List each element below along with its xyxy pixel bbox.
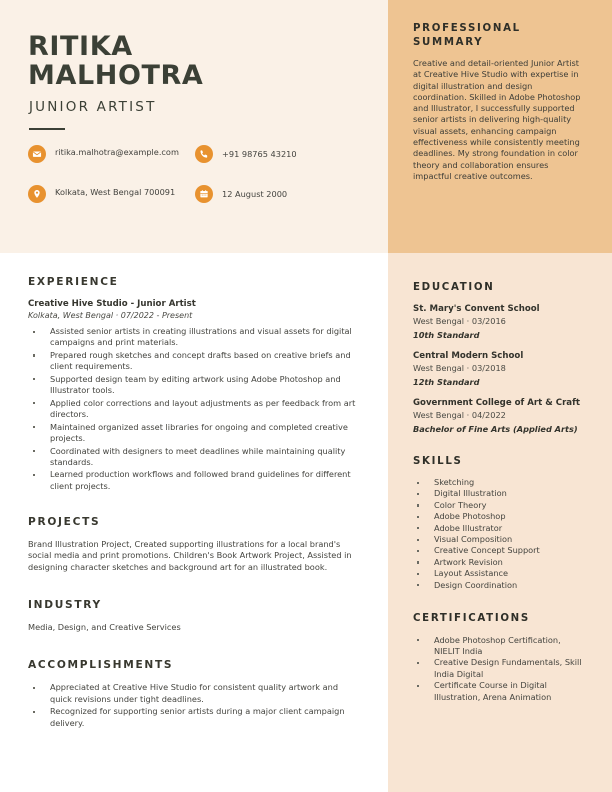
address-value: Kolkata, West Bengal 700091: [55, 187, 176, 197]
list-item: Supported design team by editing artwork using Adobe Photoshop and Illustrator tools.: [28, 374, 358, 396]
section-certifications: [413, 612, 585, 703]
industry-heading: INDUSTRY: [28, 599, 102, 612]
list-item: Certificate Course in Digital Illustration, Arena Animation: [413, 680, 585, 703]
experience-heading: EXPERIENCE: [28, 276, 119, 288]
first-name: RITIKA: [28, 31, 133, 62]
list-item: Recognized for supporting senior artists during a major client campaign delivery.: [28, 706, 358, 728]
skills-heading: SKILLS: [413, 455, 463, 467]
list-item: Appreciated at Creative Hive Studio for consistent quality artwork and quick revisions under tight deadlines.: [28, 682, 358, 704]
last-name: MALHOTRA: [28, 60, 204, 91]
section-projects: [28, 516, 358, 573]
list-item: Adobe Photoshop Certification, NIELIT India: [413, 635, 585, 658]
list-item: Maintained organized asset libraries for ongoing and completed creative projects.: [28, 422, 358, 444]
section-experience: [28, 276, 358, 492]
sidebar-lower: [413, 281, 585, 724]
sidebar-summary: [413, 22, 583, 182]
certifications-list: [413, 635, 585, 703]
list-item: Assisted senior artists in creating illustrations and visual assets for digital campaigns and print materials.: [28, 326, 358, 348]
list-item: Digital Illustration: [413, 488, 585, 499]
contact-item-address[interactable]: [28, 184, 188, 214]
contact-column-right: [195, 144, 355, 224]
education-meta: West Bengal · 03/2018: [413, 362, 506, 373]
list-item: Creative Concept Support: [413, 545, 585, 556]
education-school: Government College of Art & Craft: [413, 397, 580, 408]
accomplishments-bullet-list: [28, 682, 358, 728]
education-heading: EDUCATION: [413, 282, 495, 293]
calendar-icon: [195, 185, 213, 203]
education-school: Central Modern School: [413, 350, 524, 361]
list-item: Adobe Illustrator: [413, 523, 585, 534]
location-pin-icon: [28, 185, 46, 203]
contact-column-left: [28, 144, 188, 224]
list-item: Prepared rough sketches and concept drafts based on creative briefs and client requirements.: [28, 350, 358, 372]
projects-heading: PROJECTS: [28, 515, 101, 528]
list-item: Creative Design Fundamentals, Skill India Digital: [413, 657, 585, 680]
list-item: Color Theory: [413, 500, 585, 511]
dob-value: 12 August 2000: [222, 189, 288, 199]
envelope-icon: [28, 145, 46, 163]
phone-value: +91 98765 43210: [222, 149, 297, 159]
education-school: St. Mary's Convent School: [413, 303, 540, 314]
list-item: Coordinated with designers to meet deadlines while maintaining quality standards.: [28, 446, 358, 468]
education-item: [413, 398, 585, 434]
education-degree: 12th Standard: [413, 376, 480, 387]
contact-item-phone[interactable]: [195, 144, 355, 174]
industry-text: Media, Design, and Creative Services: [28, 622, 181, 633]
page-title: [28, 32, 358, 90]
certifications-heading: CERTIFICATIONS: [413, 613, 530, 625]
education-item: [413, 351, 585, 387]
experience-job-title: Creative Hive Studio - Junior Artist: [28, 299, 196, 309]
section-education: [413, 281, 585, 434]
phone-icon: [195, 145, 213, 163]
list-item: Visual Composition: [413, 534, 585, 545]
email-value: ritika.malhotra@example.com: [55, 147, 179, 157]
job-role-subtitle: JUNIOR ARTIST: [29, 99, 157, 115]
main-column: [28, 276, 358, 748]
contact-item-email[interactable]: [28, 144, 188, 174]
section-industry: [28, 599, 358, 633]
education-meta: West Bengal · 03/2016: [413, 315, 506, 326]
projects-text: Brand Illustration Project, Created supporting illustrations for a local brand's social media and print promotions. Children's Book Artwork Project, Assisted in designing character sketches and background art for an illustrated book.: [28, 538, 352, 572]
contact-item-dob[interactable]: [195, 184, 355, 214]
accomplishments-heading: ACCOMPLISHMENTS: [28, 659, 174, 672]
header: [0, 0, 388, 253]
list-item: Design Coordination: [413, 580, 585, 591]
list-item: Layout Assistance: [413, 568, 585, 579]
skills-list: [413, 477, 585, 591]
experience-job-meta: Kolkata, West Bengal · 07/2022 - Present: [28, 311, 193, 320]
list-item: Sketching: [413, 477, 585, 488]
list-item: Adobe Photoshop: [413, 511, 585, 522]
section-accomplishments: [28, 659, 358, 728]
education-item: [413, 304, 585, 340]
list-item: Applied color corrections and layout adjustments as per feedback from art directors.: [28, 398, 358, 420]
summary-heading: PROFESSIONAL SUMMARY: [413, 23, 521, 48]
experience-bullet-list: [28, 326, 358, 492]
list-item: Learned production workflows and followed brand guidelines for different client projects.: [28, 469, 358, 491]
list-item: Artwork Revision: [413, 557, 585, 568]
summary-text: Creative and detail-oriented Junior Artist at Creative Hive Studio with expertise in digital illustration and design coordination. Skilled in Adobe Photoshop and Illustrator, I successfully supported senior artists in delivering high-quality visual assets, enhancing campaign effectiveness while consistently meeting deadlines. My strong foundation in color theory and collaboration ensures impactful creative outcomes.: [413, 58, 581, 181]
section-skills: [413, 455, 585, 592]
header-divider: [29, 128, 65, 130]
education-meta: West Bengal · 04/2022: [413, 409, 506, 420]
education-degree: 10th Standard: [413, 329, 480, 340]
education-degree: Bachelor of Fine Arts (Applied Arts): [413, 423, 578, 434]
